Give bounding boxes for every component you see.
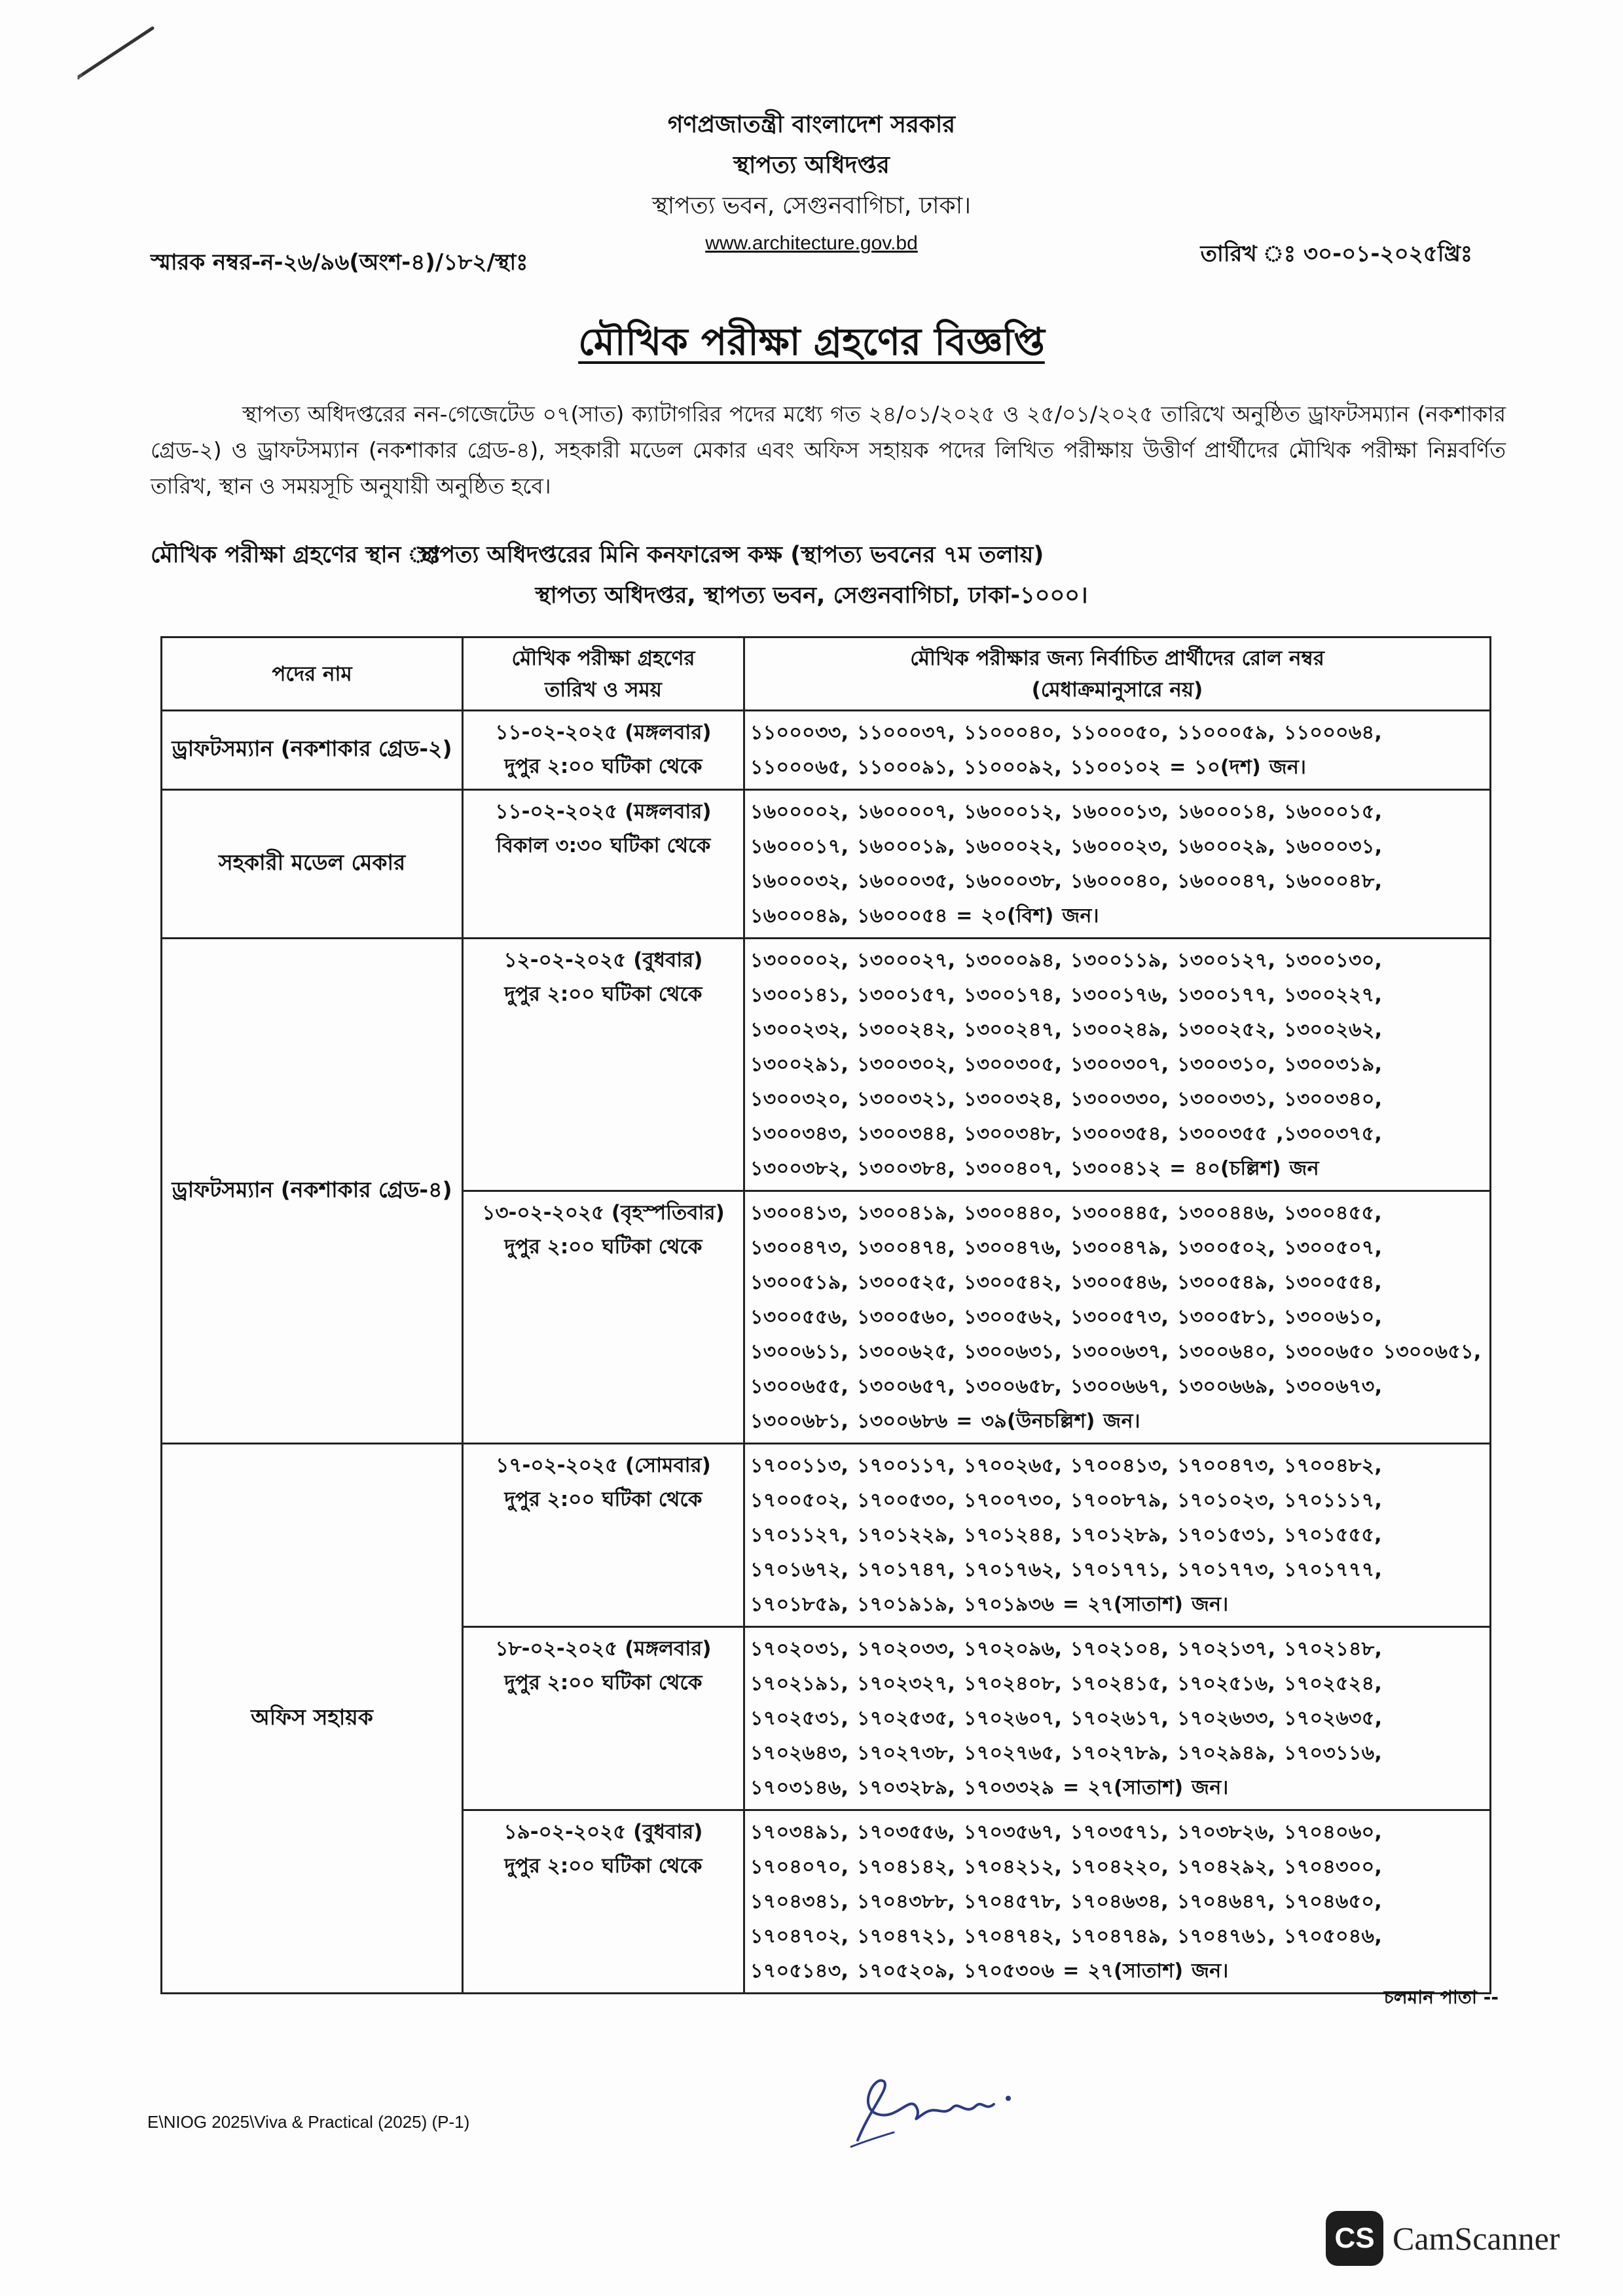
session-time: দুপুর ২:০০ ঘটিকা থেকে — [504, 982, 702, 1006]
file-path-footer: E\NIOG 2025\Viva & Practical (2025) (P-1) — [147, 2112, 470, 2132]
department-address: স্থাপত্য ভবন, সেগুনবাগিচা, ঢাকা। — [651, 192, 972, 219]
header-datetime — [463, 637, 744, 711]
memo-number: স্মারক নম্বর-ন-২৬/৯৬(অংশ-৪)/১৮২/স্থাঃ — [151, 249, 528, 276]
session-date: ১৯-০২-২০২৫ (বুধবার) — [503, 1820, 703, 1844]
table-row — [162, 711, 1491, 790]
session-date: ১৮-০২-২০২৫ (মঙ্গলবার) — [495, 1637, 712, 1660]
header-roll-numbers — [744, 637, 1491, 711]
session-date: ১২-০২-২০২৫ (বুধবার) — [503, 948, 703, 972]
post-name: সহকারী মডেল মেকার — [162, 790, 463, 939]
table-row — [162, 939, 1491, 1191]
session-time: দুপুর ২:০০ ঘটিকা থেকে — [504, 1235, 702, 1259]
post-name: ড্রাফটসম্যান (নকশাকার গ্রেড-৪) — [162, 939, 463, 1444]
session-datetime — [463, 939, 744, 1191]
roll-numbers: ১৭০০১১৩, ১৭০০১১৭, ১৭০০২৬৫, ১৭০০৪১৩, ১৭০০৪৭৩, ১৭০০৪৮২, ১৭০০৫০২, ১৭০০৫৩০, ১৭০০৭৩০, ১৭০০৮৭৯, ১৭০১০২৩, ১৭০১১১৭, ১৭০১১২৭, ১৭০১২২৯, ১৭০১২৪৪, ১৭০১২৮৯, ১৭০১৫৩১, ১৭০১৫৫৫, ১৭০১৬৭২, ১৭০১৭৪৭, ১৭০১৭৬২, ১৭০১৭৭১, ১৭০১৭৭৩, ১৭০১৭৭৭, ১৭০১৮৫৯, ১৭০১৯১৯, ১৭০১৯৩৬ = ২৭(সাতাশ) জন। — [744, 1444, 1491, 1627]
department-name: স্থাপত্য অধিদপ্তর — [733, 152, 890, 179]
session-datetime — [463, 1191, 744, 1444]
roll-numbers: ১৬০০০০২, ১৬০০০০৭, ১৬০০০১২, ১৬০০০১৩, ১৬০০০১৪, ১৬০০০১৫, ১৬০০০১৭, ১৬০০০১৯, ১৬০০০২২, ১৬০০০২৩, ১৬০০০২৯, ১৬০০০৩১, ১৬০০০৩২, ১৬০০০৩৫, ১৬০০০৩৮, ১৬০০০৪০, ১৬০০০৪৭, ১৬০০০৪৮, ১৬০০০৪৯, ১৬০০০৫৪ = ২০(বিশ) জন। — [744, 790, 1491, 939]
intro-paragraph: স্থাপত্য অধিদপ্তরের নন-গেজেটেড ০৭(সাত) ক্যাটাগরির পদের মধ্যে গত ২৪/০১/২০২৫ ও ২৫/০১/২০২৫ তারিখে অনুষ্ঠিত ড্রাফটসম্যান (নকশাকার গ্রেড-২) ও ড্রাফটসম্যান (নকশাকার গ্রেড-৪), সহকারী মডেল মেকার এবং অফিস সহায়ক পদের লিখিত পরীক্ষায় উত্তীর্ণ প্রার্থীদের মৌখিক পরীক্ষা নিম্নবর্ণিত তারিখ, স্থান ও সময়সূচি অনুযায়ী অনুষ্ঠিত হবে। — [151, 401, 1506, 499]
notice-title — [0, 313, 1623, 376]
header-datetime-line2: তারিখ ও সময় — [545, 677, 662, 702]
session-datetime — [463, 1444, 744, 1627]
session-date: ১৩-০২-২০২৫ (বৃহস্পতিবার) — [482, 1201, 725, 1225]
table-row — [162, 790, 1491, 939]
session-time: দুপুর ২:০০ ঘটিকা থেকে — [504, 1854, 702, 1878]
camscanner-watermark — [1326, 2211, 1559, 2266]
continued-page-note: চলমান পাতা -- — [1383, 1986, 1499, 2008]
roll-numbers: ১৩০০০০২, ১৩০০০২৭, ১৩০০০৯৪, ১৩০০১১৯, ১৩০০১২৭, ১৩০০১৩০, ১৩০০১৪১, ১৩০০১৫৭, ১৩০০১৭৪, ১৩০০১৭৬, ১৩০০১৭৭, ১৩০০২২৭, ১৩০০২৩২, ১৩০০২৪২, ১৩০০২৪৭, ১৩০০২৪৯, ১৩০০২৫২, ১৩০০২৬২, ১৩০০২৯১, ১৩০০৩০২, ১৩০০৩০৫, ১৩০০৩০৭, ১৩০০৩১০, ১৩০০৩১৯, ১৩০০৩২০, ১৩০০৩২১, ১৩০০৩২৪, ১৩০০৩৩০, ১৩০০৩৩১, ১৩০০৩৪০, ১৩০০৩৪৩, ১৩০০৩৪৪, ১৩০০৩৪৮, ১৩০০৩৫৪, ১৩০০৩৫৫ ,১৩০০৩৭৫, ১৩০০৩৮২, ১৩০০৩৮৪, ১৩০০৪০৭, ১৩০০৪১২ = ৪০(চল্লিশ) জন — [744, 939, 1491, 1191]
table-row — [162, 1444, 1491, 1627]
header-rolls-line2: (মেধাক্রমানুসারে নয়) — [1031, 677, 1203, 702]
session-time: দুপুর ২:০০ ঘটিকা থেকে — [504, 1671, 702, 1695]
session-date: ১৭-০২-২০২৫ (সোমবার) — [496, 1454, 711, 1477]
session-datetime — [463, 790, 744, 939]
post-name: অফিস সহায়ক — [162, 1444, 463, 1994]
handwritten-signature — [845, 2068, 1015, 2160]
interview-schedule-table — [160, 636, 1491, 1994]
roll-numbers: ১৭০৩৪৯১, ১৭০৩৫৫৬, ১৭০৩৫৬৭, ১৭০৩৫৭১, ১৭০৩৮২৬, ১৭০৪০৬০, ১৭০৪০৭০, ১৭০৪১৪২, ১৭০৪২১২, ১৭০৪২২০, ১৭০৪২৯২, ১৭০৪৩০০, ১৭০৪৩৪১, ১৭০৪৩৮৮, ১৭০৪৫৭৮, ১৭০৪৬৩৪, ১৭০৪৬৪৭, ১৭০৪৬৫০, ১৭০৪৭০২, ১৭০৪৭২১, ১৭০৪৭৪২, ১৭০৪৭৪৯, ১৭০৪৭৬১, ১৭০৫০৪৬, ১৭০৫১৪৩, ১৭০৫২০৯, ১৭০৫৩০৬ = ২৭(সাতাশ) জন। — [744, 1810, 1491, 1994]
notice-title-text: মৌখিক পরীক্ষা গ্রহণের বিজ্ঞপ্তি — [578, 319, 1045, 364]
notice-date: তারিখ ঃ ৩০-০১-২০২৫খ্রিঃ — [1200, 241, 1472, 267]
header-post-name: পদের নাম — [162, 637, 463, 711]
post-name: ড্রাফটসম্যান (নকশাকার গ্রেড-২) — [162, 711, 463, 790]
roll-numbers: ১৭০২০৩১, ১৭০২০৩৩, ১৭০২০৯৬, ১৭০২১০৪, ১৭০২১৩৭, ১৭০২১৪৮, ১৭০২১৯১, ১৭০২৩২৭, ১৭০২৪০৮, ১৭০২৪১৫, ১৭০২৫১৬, ১৭০২৫২৪, ১৭০২৫৩১, ১৭০২৫৩৫, ১৭০২৬০৭, ১৭০২৬১৭, ১৭০২৬৩৩, ১৭০২৬৩৫, ১৭০২৬৪৩, ১৭০২৭৩৮, ১৭০২৭৬৫, ১৭০২৭৮৯, ১৭০২৯৪৯, ১৭০৩১১৬, ১৭০৩১৪৬, ১৭০৩২৮৯, ১৭০৩৩২৯ = ২৭(সাতাশ) জন। — [744, 1627, 1491, 1810]
camscanner-name: CamScanner — [1393, 2220, 1560, 2257]
website-link[interactable]: www.architecture.gov.bd — [705, 232, 918, 254]
session-datetime — [463, 1627, 744, 1810]
roll-numbers: ১১০০০৩৩, ১১০০০৩৭, ১১০০০৪০, ১১০০০৫০, ১১০০০৫৯, ১১০০০৬৪, ১১০০০৬৫, ১১০০০৯১, ১১০০০৯২, ১১০০১০২ = ১০(দশ) জন। — [744, 711, 1491, 790]
session-time: দুপুর ২:০০ ঘটিকা থেকে — [504, 755, 702, 778]
header-rolls-line1: মৌখিক পরীক্ষার জন্য নির্বাচিত প্রার্থীদের রোল নম্বর — [910, 646, 1324, 670]
session-time: দুপুর ২:০০ ঘটিকা থেকে — [504, 1488, 702, 1511]
session-date: ১১-০২-২০২৫ (মঙ্গলবার) — [495, 800, 712, 823]
venue-line-2: স্থাপত্য অধিদপ্তর, স্থাপত্য ভবন, সেগুনবাগিচা, ঢাকা-১০০০। — [535, 583, 1088, 609]
venue-line-1: স্থাপত্য অধিদপ্তরের মিনি কনফারেন্স কক্ষ (স্থাপত্য ভবনের ৭ম তলায়) — [418, 542, 1044, 568]
table-header-row — [162, 637, 1491, 711]
camscanner-logo-icon: CS — [1326, 2211, 1383, 2266]
header-datetime-line1: মৌখিক পরীক্ষা গ্রহণের — [511, 646, 695, 670]
venue-label: মৌখিক পরীক্ষা গ্রহণের স্থান ঃ — [151, 542, 441, 568]
government-name: গণপ্রজাতন্ত্রী বাংলাদেশ সরকার — [667, 111, 956, 138]
roll-numbers: ১৩০০৪১৩, ১৩০০৪১৯, ১৩০০৪৪০, ১৩০০৪৪৫, ১৩০০৪৪৬, ১৩০০৪৫৫, ১৩০০৪৭৩, ১৩০০৪৭৪, ১৩০০৪৭৬, ১৩০০৪৭৯, ১৩০০৫০২, ১৩০০৫০৭, ১৩০০৫১৯, ১৩০০৫২৫, ১৩০০৫৪২, ১৩০০৫৪৬, ১৩০০৫৪৯, ১৩০০৫৫৪, ১৩০০৫৫৬, ১৩০০৫৬০, ১৩০০৫৬২, ১৩০০৫৭৩, ১৩০০৫৮১, ১৩০০৬১০, ১৩০০৬১১, ১৩০০৬২৫, ১৩০০৬৩১, ১৩০০৬৩৭, ১৩০০৬৪০, ১৩০০৬৫০ ১৩০০৬৫১, ১৩০০৬৫৫, ১৩০০৬৫৭, ১৩০০৬৫৮, ১৩০০৬৬৭, ১৩০০৬৬৯, ১৩০০৬৭৩, ১৩০০৬৮১, ১৩০০৬৮৬ = ৩৯(উনচল্লিশ) জন। — [744, 1191, 1491, 1444]
session-date: ১১-০২-২০২৫ (মঙ্গলবার) — [495, 721, 712, 744]
session-time: বিকাল ৩:৩০ ঘটিকা থেকে — [496, 834, 711, 857]
session-datetime — [463, 711, 744, 790]
pen-stroke-mark — [75, 23, 160, 82]
session-datetime — [463, 1810, 744, 1994]
